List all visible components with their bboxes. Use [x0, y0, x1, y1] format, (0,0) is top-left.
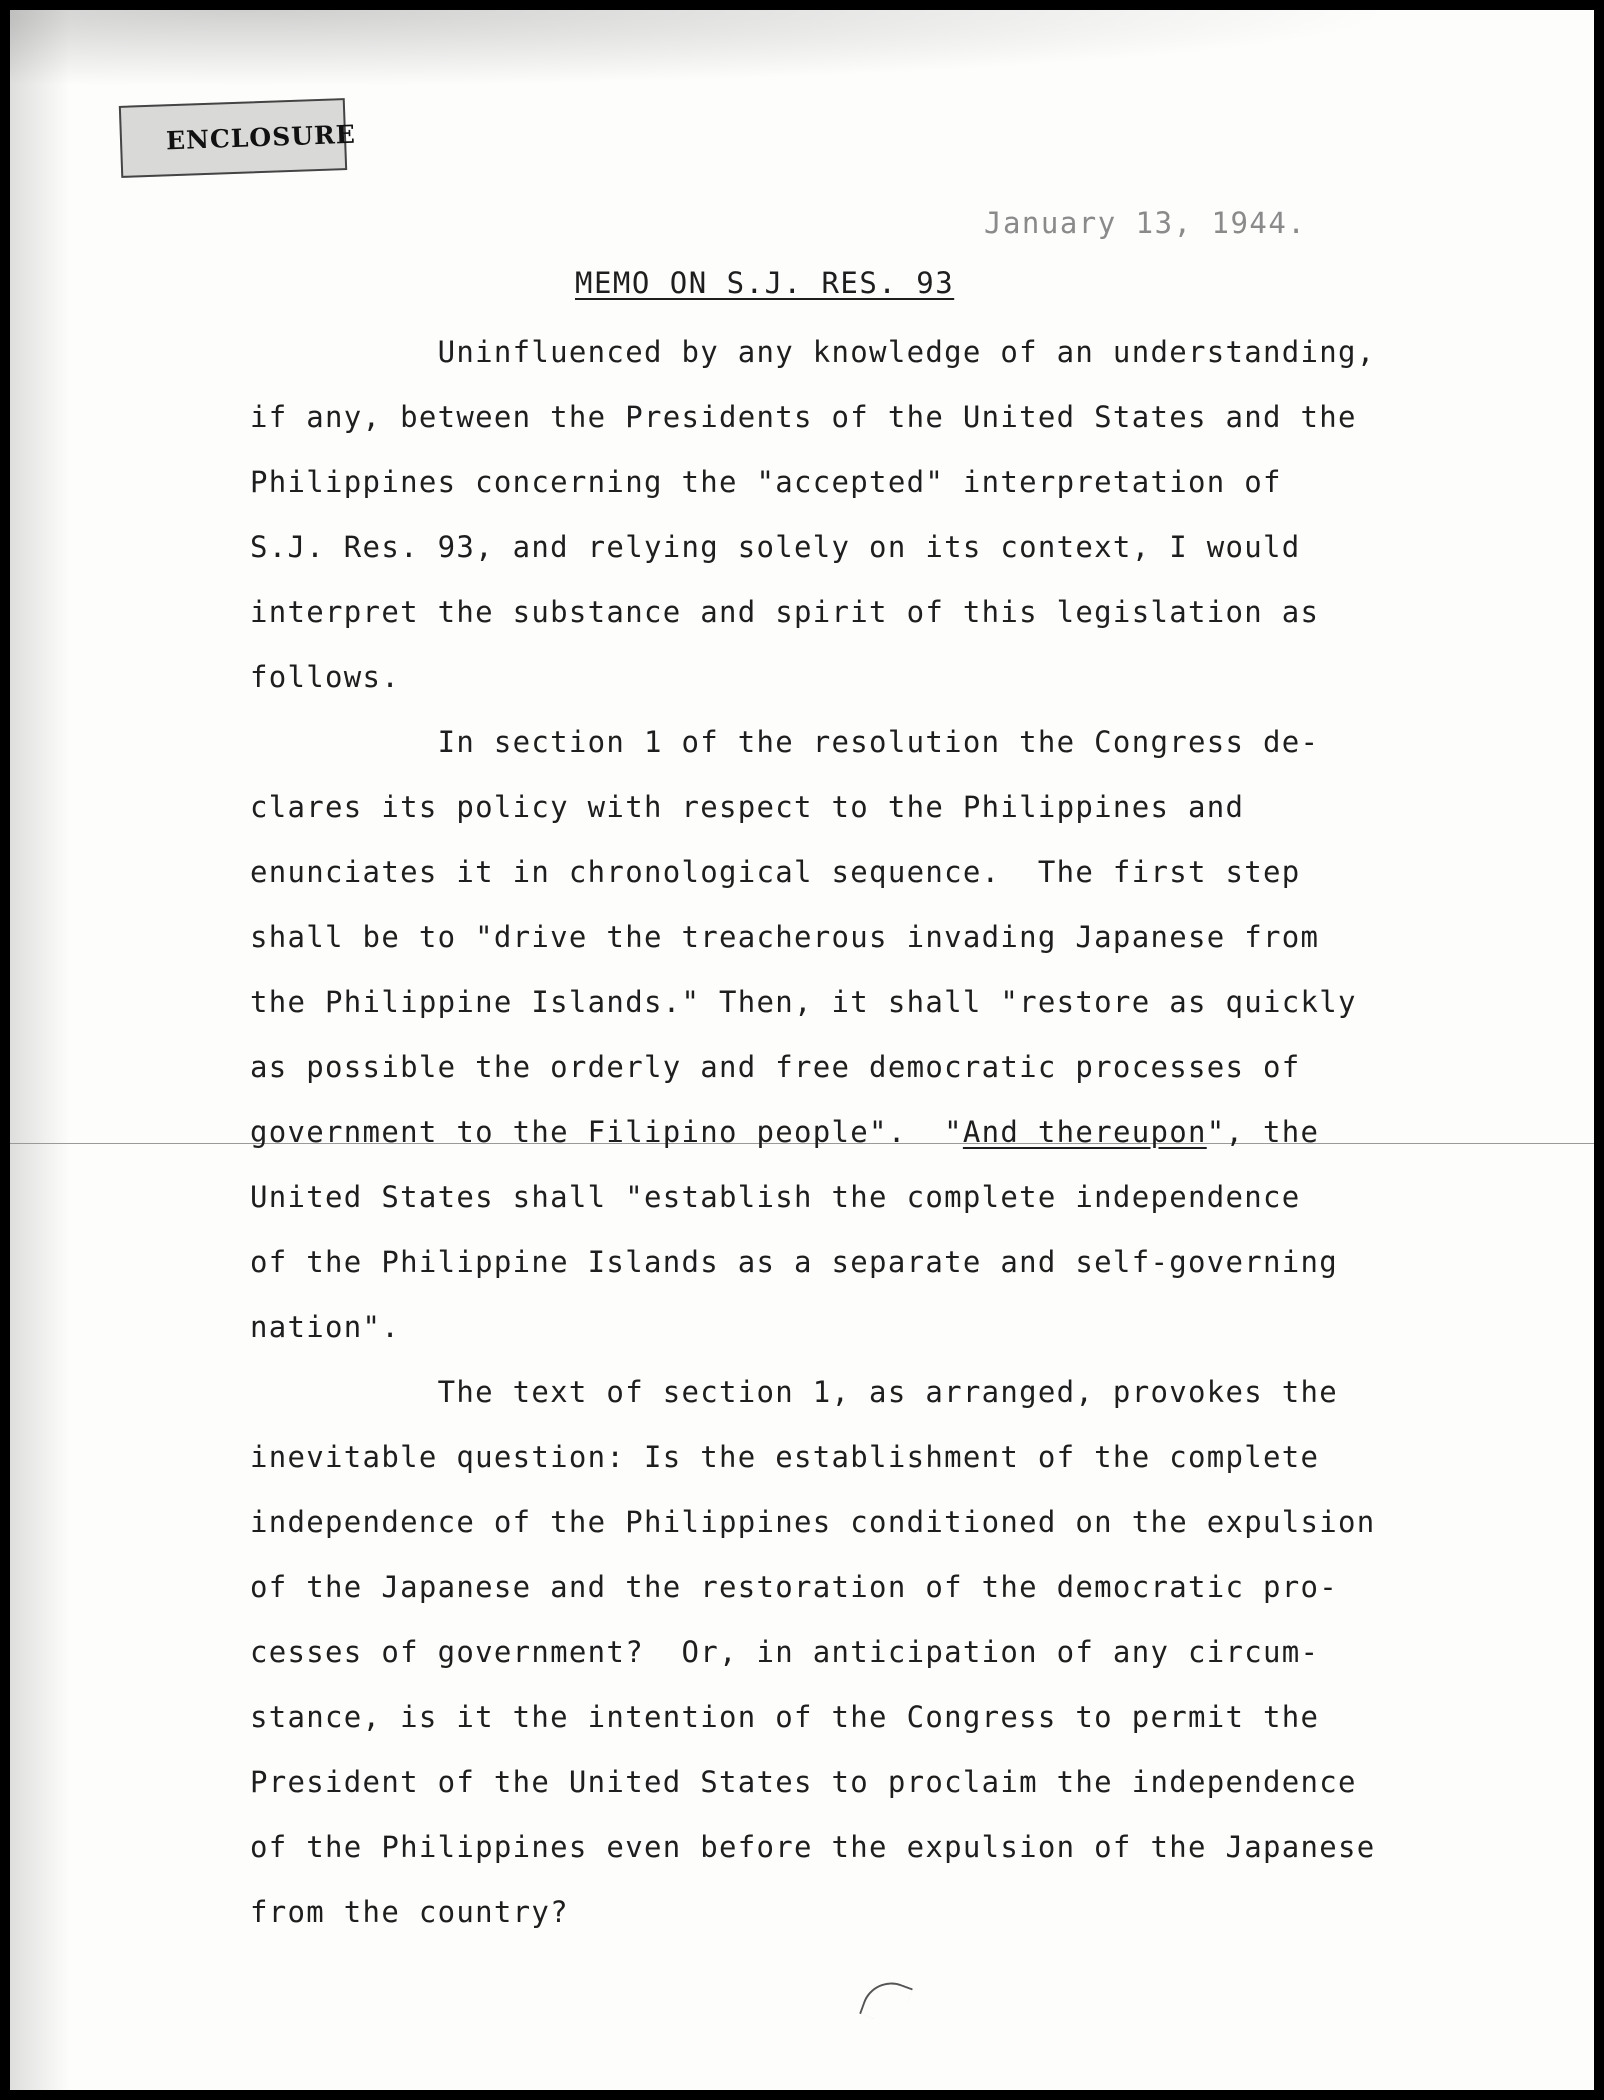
text-line: In section 1 of the resolution the Congress de-: [250, 725, 1320, 759]
text-line: independence of the Philippines conditioned on the expulsion: [250, 1505, 1376, 1539]
document-page: [10, 10, 1594, 2090]
text-line: President of the United States to proclaim the independence: [250, 1765, 1357, 1799]
text-line: interpret the substance and spirit of this legislation as: [250, 595, 1320, 629]
enclosure-stamp: [119, 98, 357, 178]
stamp-label: ENCLOSURE: [165, 119, 357, 156]
text-line: shall be to "drive the treacherous invading Japanese from: [250, 920, 1320, 954]
text-line: follows.: [250, 660, 401, 694]
text-line: Uninfluenced by any knowledge of an understanding,: [250, 335, 1376, 369]
memo-body: [250, 320, 1490, 1945]
text-line: of the Philippine Islands as a separate and self-governing: [250, 1245, 1339, 1279]
text-line: clares its policy with respect to the Philippines and: [250, 790, 1245, 824]
text-line: inevitable question: Is the establishment of the complete: [250, 1440, 1320, 1474]
scan-shading-top: [10, 10, 1594, 100]
underlined-phrase: And thereupon: [962, 1115, 1207, 1149]
text-line: of the Philippines even before the expulsion of the Japanese: [250, 1830, 1376, 1864]
text-line: Philippines concerning the "accepted" interpretation of: [250, 465, 1282, 499]
memo-title: MEMO ON S.J. RES. 93: [575, 266, 955, 300]
text-line: enunciates it in chronological sequence. The first step: [250, 855, 1301, 889]
text-line: nation".: [250, 1310, 401, 1344]
text-line: if any, between the Presidents of the United States and the: [250, 400, 1357, 434]
pencil-mark: [859, 1974, 913, 2028]
text-line: cesses of government? Or, in anticipation of any circum-: [250, 1635, 1320, 1669]
text-segment: government to the Filipino people". ": [250, 1115, 963, 1149]
text-line: the Philippine Islands." Then, it shall "restore as quickly: [250, 985, 1357, 1019]
scan-shading-left: [10, 10, 70, 2090]
text-line: of the Japanese and the restoration of the democratic pro-: [250, 1570, 1339, 1604]
text-line: S.J. Res. 93, and relying solely on its context, I would: [250, 530, 1301, 564]
text-line: stance, is it the intention of the Congress to permit the: [250, 1700, 1320, 1734]
memo-date: January 13, 1944.: [984, 206, 1307, 240]
text-segment: ", the: [1206, 1115, 1320, 1149]
text-line: United States shall "establish the complete independence: [250, 1180, 1301, 1214]
text-line: as possible the orderly and free democratic processes of: [250, 1050, 1301, 1084]
text-line: The text of section 1, as arranged, provokes the: [250, 1375, 1339, 1409]
text-line: from the country?: [250, 1895, 569, 1929]
text-line-with-underline: [250, 1100, 1490, 1165]
